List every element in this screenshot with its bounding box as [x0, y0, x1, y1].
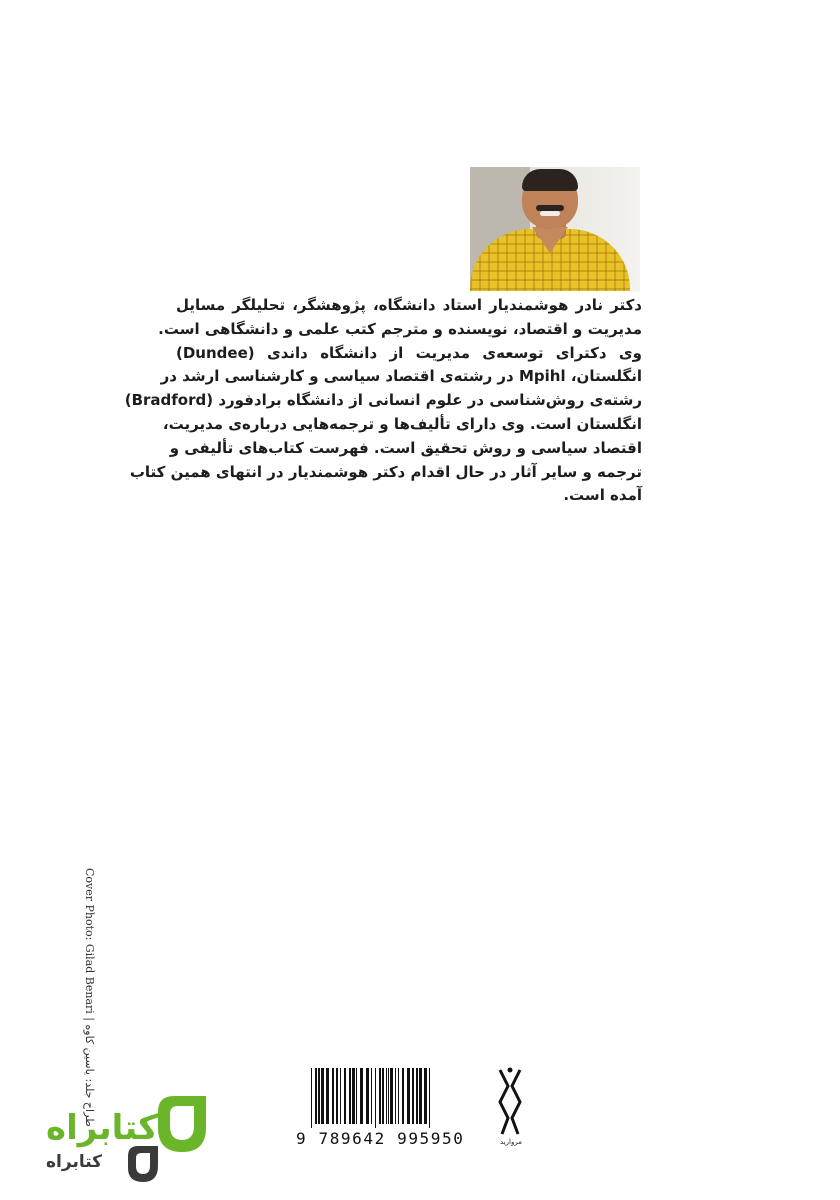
bio-line: رشته‌ی روش‌شناسی در علوم انسانی از دانشگاه برادفورد (Bradford) [124, 391, 642, 410]
bio-line: ترجمه و سایر آثار در حال اقدام دکتر هوشمندیار در انتهای همین کتاب [129, 462, 642, 481]
cover-credit-text: Cover Photo: Gilad Benari | طراح جلد: یاسین کاوه [83, 868, 96, 1127]
cover-credit [80, 868, 100, 1127]
bio-line: آمده است. [563, 486, 642, 505]
bio-line: وی دکترای توسعه‌ی مدیریت از دانشگاه داندی (Dundee) [176, 343, 642, 362]
bio-line: دکتر نادر هوشمندیار استاد دانشگاه، پژوهشگر، تحلیلگر مسایل [176, 296, 642, 314]
publisher-name: مروارید [500, 1138, 522, 1146]
bio-line: انگلستان، Mpihl در رشته‌ی اقتصاد سیاسی و کارشناسی ارشد در [160, 367, 642, 386]
publisher-logo-icon [496, 1066, 524, 1146]
author-bio [124, 294, 642, 508]
barcode [309, 1068, 495, 1128]
isbn-digits: 9 789642 995950 [296, 1129, 465, 1148]
bio-line: مدیریت و اقتصاد، نویسنده و مترجم کتب علمی و دانشگاهی است. [158, 319, 642, 338]
bio-line: اقتصاد سیاسی و روش تحقیق است. فهرست کتاب‌های تألیفی و [169, 438, 642, 457]
barcode-bars [309, 1068, 495, 1128]
author-photo [470, 167, 640, 291]
watermark-small-text: کتابراه [46, 1152, 103, 1172]
watermark-text: کتابراه [46, 1108, 159, 1148]
bio-line: انگلستان است. وی دارای تألیف‌ها و ترجمه‌هایی درباره‌ی مدیریت، [162, 414, 642, 433]
